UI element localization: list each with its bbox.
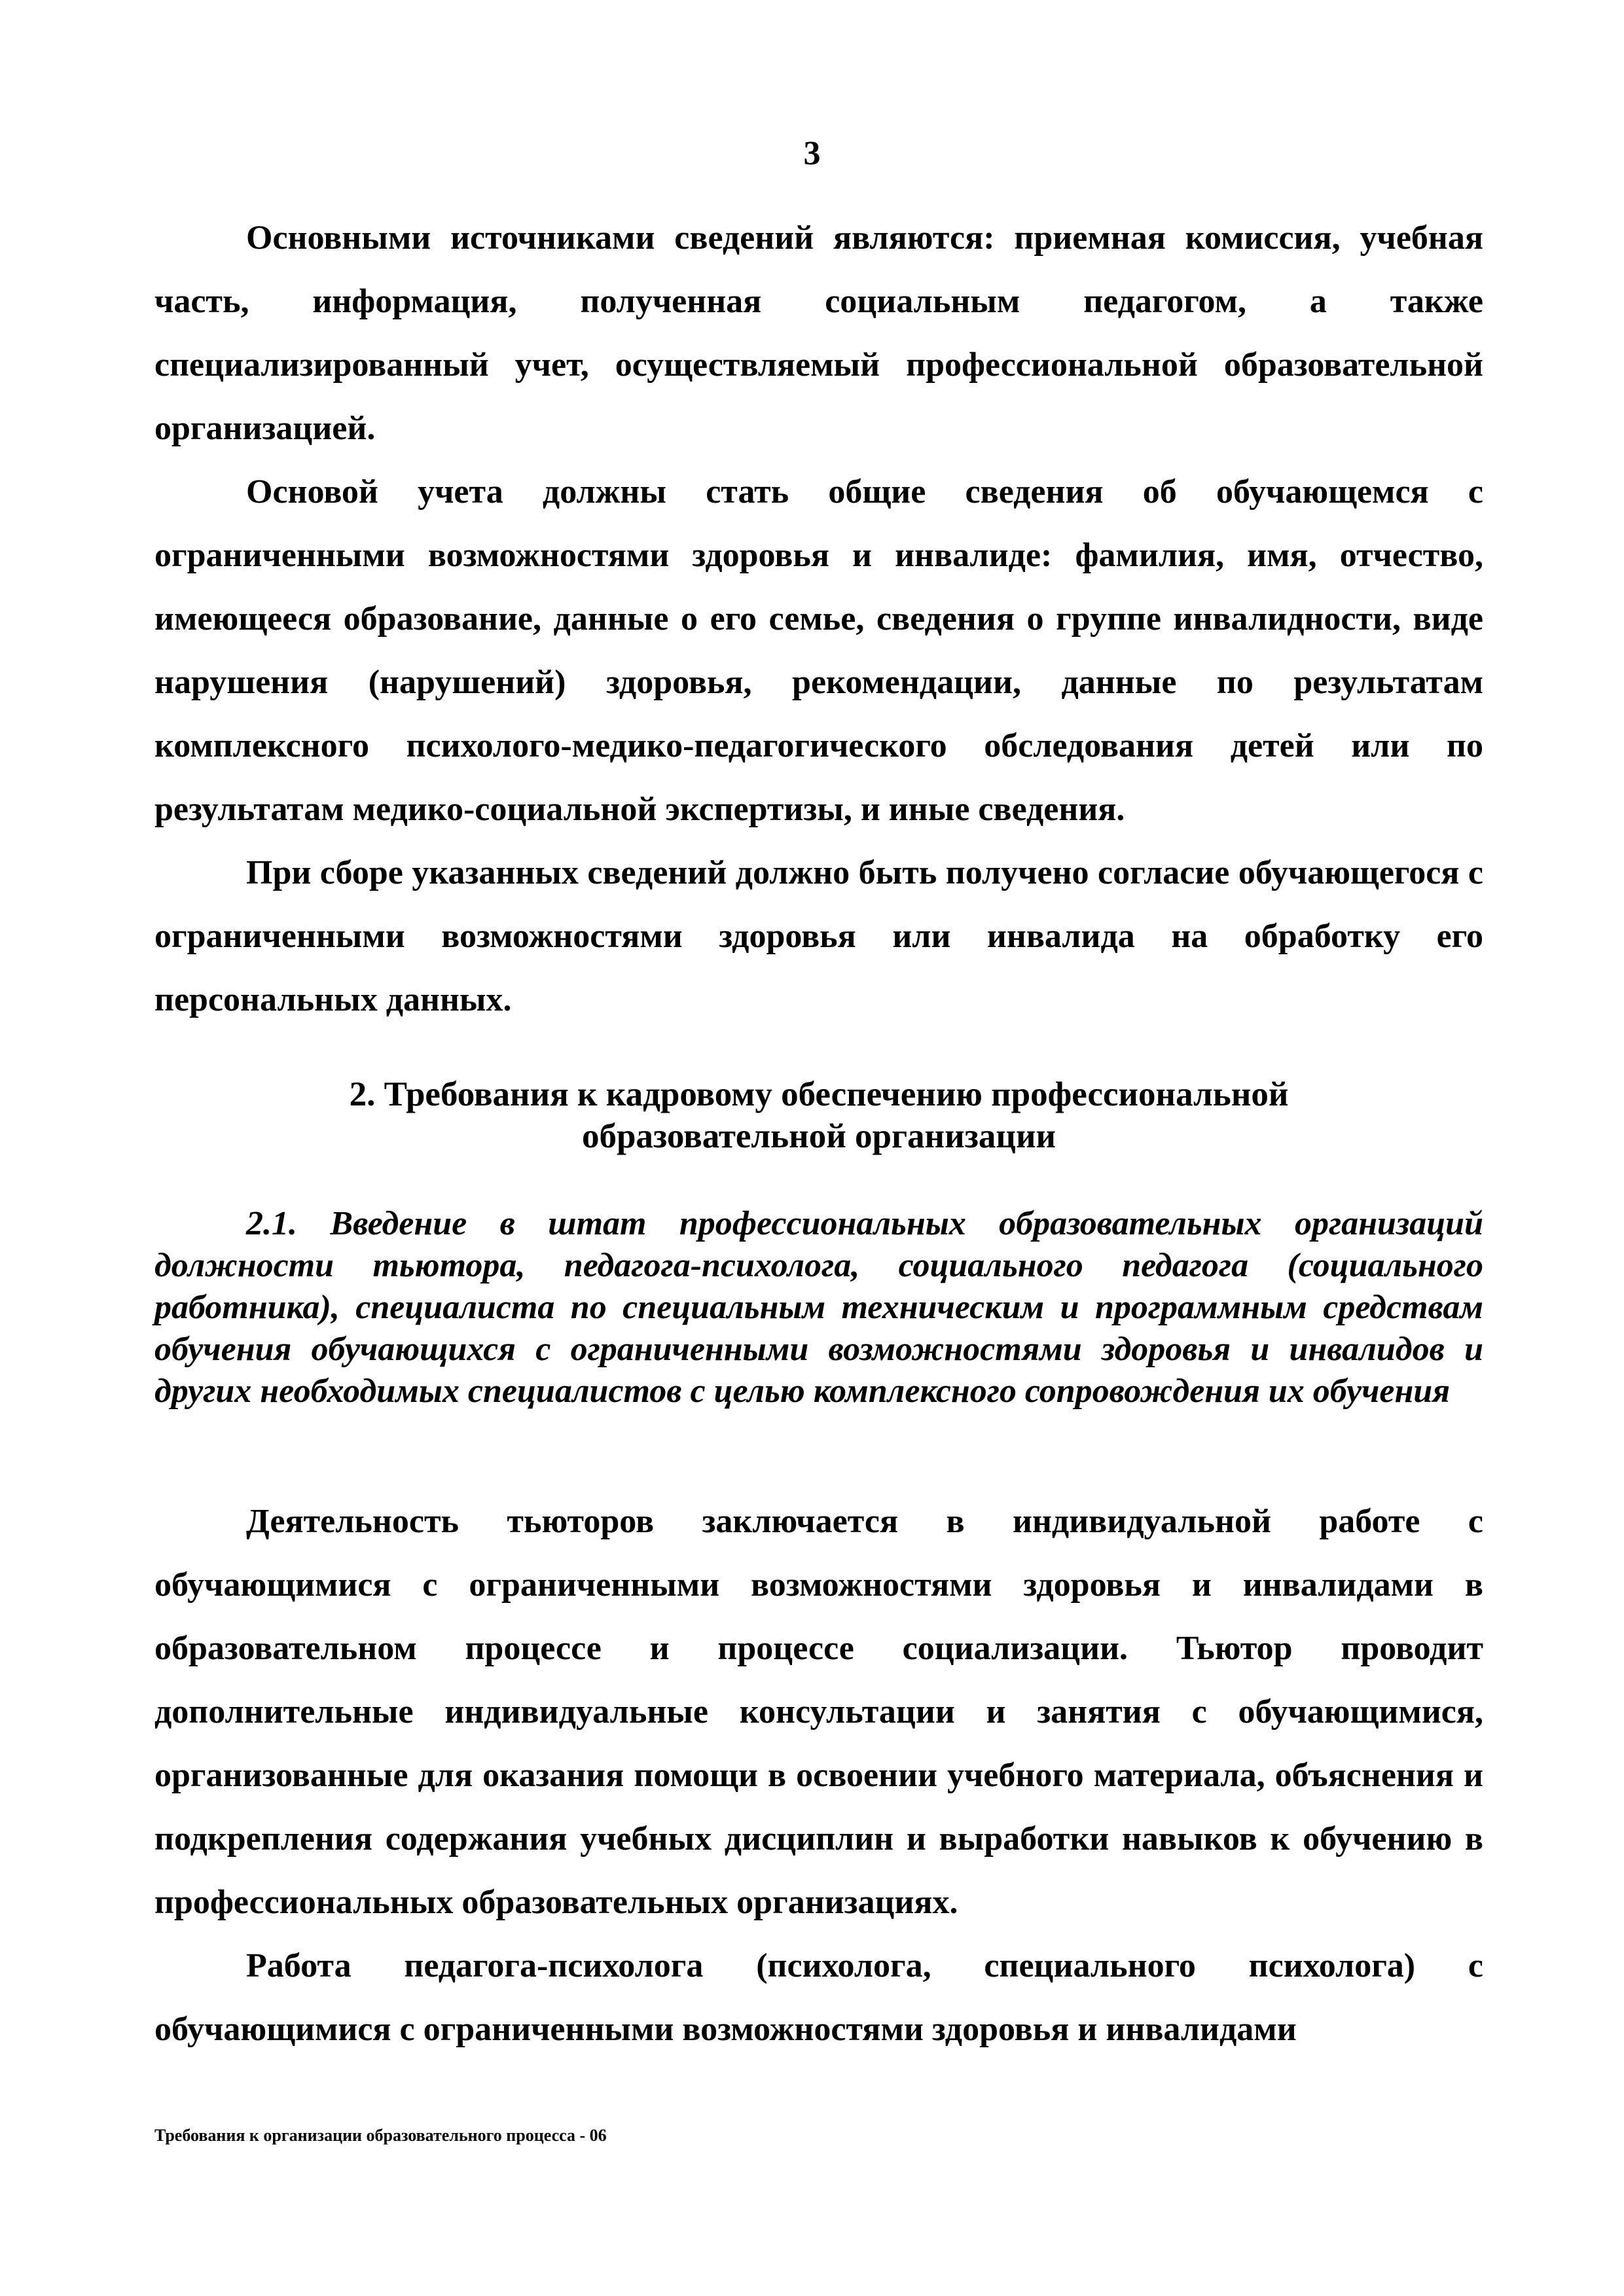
page-footer: Требования к организации образовательного процесса - 06 — [154, 2126, 607, 2145]
paragraph: Деятельность тьюторов заключается в индивидуальной работе с обучающимися с ограниченными возможностями здоровья и инвалидами в образовательном процессе и процессе социализации. Тьютор проводит дополнительные индивидуальные консультации и занятия с обучающимися, организованные для оказания помощи в освоении учебного материала, объяснения и подкрепления содержания учебных дисциплин и выработки навыков к обучению в профессиональных образовательных организациях. — [154, 1503, 1483, 1921]
paragraph-block-2 — [154, 1490, 1483, 2061]
paragraph: Работа педагога-психолога (психолога, специального психолога) с обучающимися с ограниченными возможностями здоровья и инвалидами — [154, 1947, 1483, 2048]
subsection-title: 2.1. Введение в штат профессиональных образовательных организаций должности тьютора, педагога-психолога, социального педагога (социального работника), специалиста по специальным техническим и программным средствам обучения обучающихся с ограниченными возможностями здоровья и инвалидов и других необходимых специалистов с целью комплексного сопровождения их обучения — [154, 1205, 1483, 1410]
paragraph: Основой учета должны стать общие сведения об обучающемся с ограниченными возможностями здоровья и инвалиде: фамилия, имя, отчество, имеющееся образование, данные о его семье, сведения о группе инвалидности, виде нарушения (нарушений) здоровья, рекомендации, данные по результатам комплексного психолого-медико-педагогического обследования детей или по результатам медико-социальной экспертизы, и иные сведения. — [154, 473, 1483, 828]
paragraph-block-1 — [154, 206, 1483, 1031]
section-heading — [154, 1073, 1483, 1157]
page-number: 3 — [803, 135, 821, 172]
paragraph: При сборе указанных сведений должно быть получено согласие обучающегося с ограниченными возможностями здоровья или инвалида на обработку его персональных данных. — [154, 854, 1483, 1018]
section-heading-line: 2. Требования к кадровому обеспечению профессиональной — [349, 1075, 1289, 1113]
paragraph: Основными источниками сведений являются: приемная комиссия, учебная часть, информация, полученная социальным педагогом, а также специализированный учет, осуществляемый профессиональной образовательной организацией. — [154, 219, 1483, 447]
section-heading-line: образовательной организации — [581, 1117, 1056, 1155]
